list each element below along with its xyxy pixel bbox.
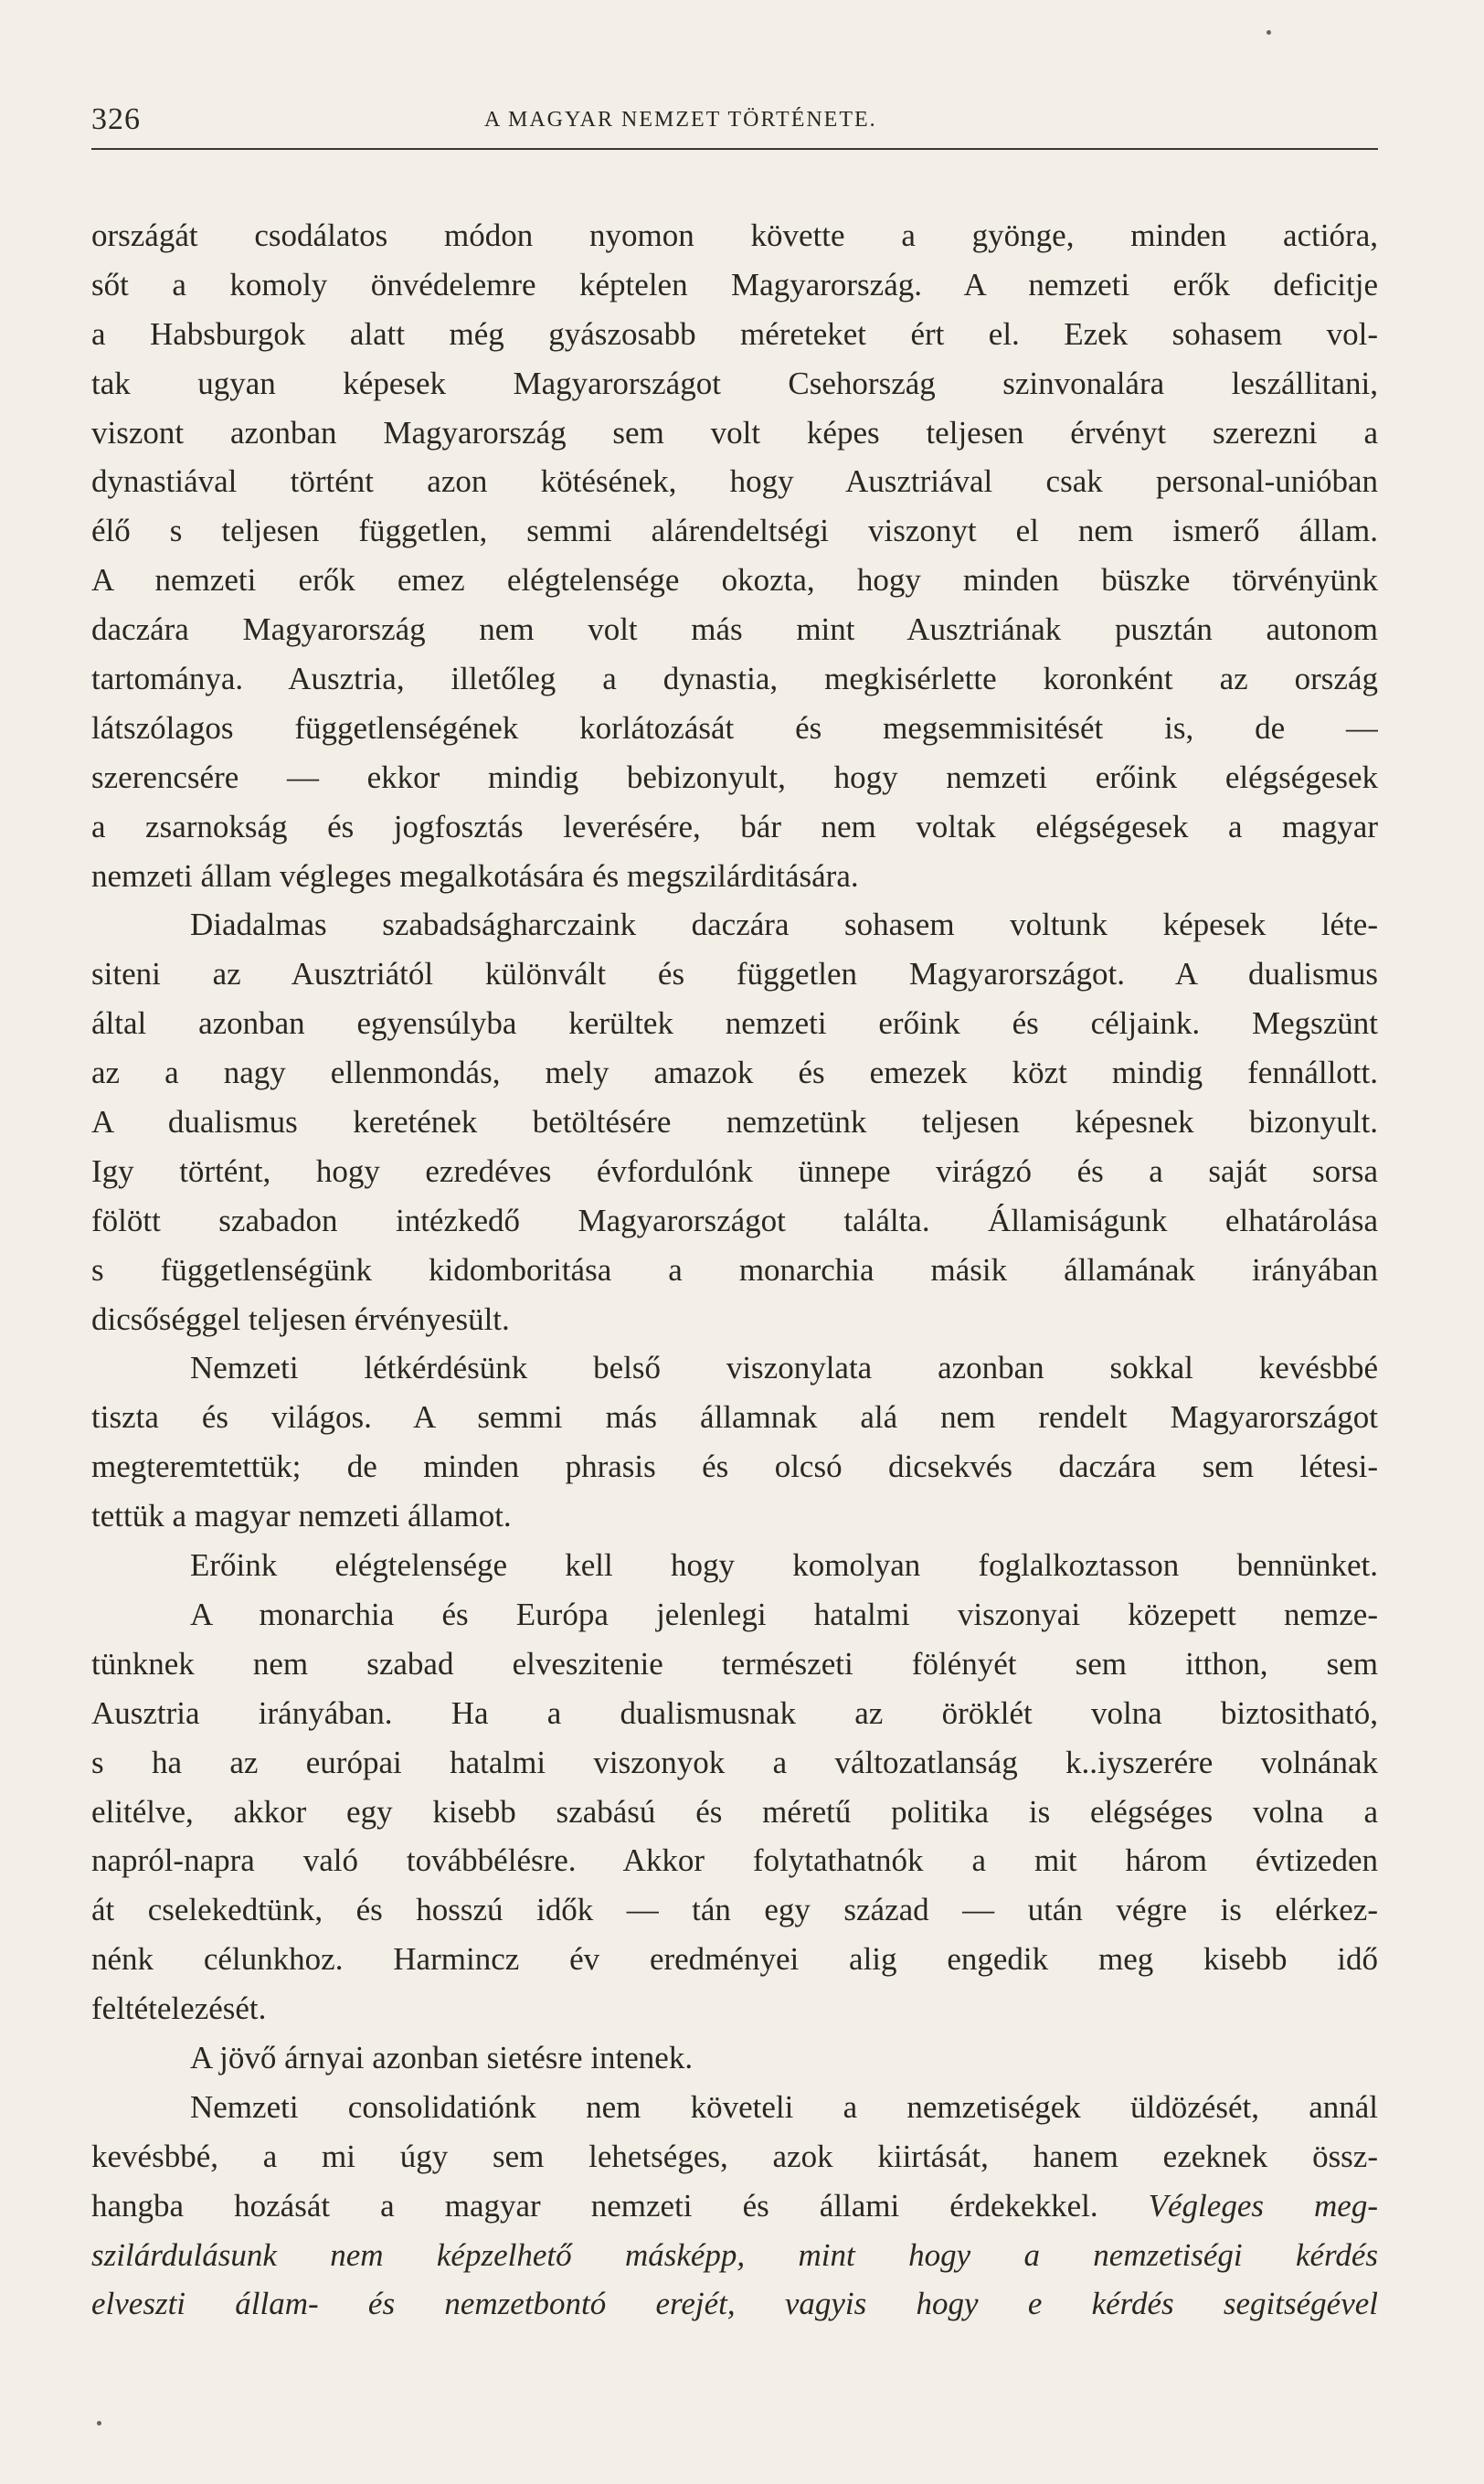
text-line: kevésbbé, a mi úgy sem lehetséges, azok kiirtását, hanem ezeknek össz- bbox=[91, 2138, 1378, 2174]
text-line: át cselekedtünk, és hosszú idők — tán egy század — után végre is elérkez- bbox=[91, 1892, 1378, 1928]
italic-text-line: szilárdulásunk nem képzelhető másképp, mint hogy a nemzetiségi kérdés bbox=[91, 2236, 1378, 2273]
running-title: A MAGYAR NEMZET TÖRTÉNETE. bbox=[484, 108, 877, 132]
text-line: nemzeti állam végleges megalkotására és megszilárditására. bbox=[91, 857, 859, 894]
text-line: napról-napra való továbbélésre. Akkor folytathatnók a mit három évtizeden bbox=[91, 1842, 1378, 1879]
paragraph-start-line: A monarchia és Európa jelenlegi hatalmi viszonyai közepett nemze- bbox=[190, 1596, 1378, 1632]
text-line: látszólagos függetlenségének korlátozását és megsemmisitését is, de — bbox=[91, 709, 1378, 746]
page-number: 326 bbox=[91, 102, 141, 136]
ink-speck bbox=[97, 2421, 101, 2426]
paragraph-start-line: Erőink elégtelensége kell hogy komolyan foglalkoztasson bennünket. bbox=[190, 1547, 1378, 1584]
text-line: dicsőséggel teljesen érvényesült. bbox=[91, 1300, 510, 1337]
text-line: s ha az európai hatalmi viszonyok a változatlanság k..iyszerére volnának bbox=[91, 1744, 1378, 1780]
text-line: sőt a komoly önvédelemre képtelen Magyarország. A nemzeti erők deficitje bbox=[91, 266, 1378, 303]
text-line: a Habsburgok alatt még gyászosabb méreteket ért el. Ezek sohasem vol- bbox=[91, 315, 1378, 352]
text-line: tiszta és világos. A semmi más államnak alá nem rendelt Magyarországot bbox=[91, 1399, 1378, 1436]
text-line: országát csodálatos módon nyomon követte a gyönge, minden actióra, bbox=[91, 218, 1378, 253]
text-line: s függetlenségünk kidomboritása a monarchia másik államának irányában bbox=[91, 1251, 1378, 1288]
paragraph-start-line: A jövő árnyai azonban sietésre intenek. bbox=[190, 2039, 694, 2075]
text-line: tünknek nem szabad elveszitenie természeti fölényét sem itthon, sem bbox=[91, 1645, 1378, 1682]
text-line: tartománya. Ausztria, illetőleg a dynastia, megkisérlette koronként az ország bbox=[91, 661, 1378, 697]
text-line: szerencsére — ekkor mindig bebizonyult, hogy nemzeti erőink elégségesek bbox=[91, 759, 1378, 795]
text-line: fölött szabadon intézkedő Magyarországot találta. Államiságunk elhatárolása bbox=[91, 1202, 1378, 1238]
paragraph-start-line: Diadalmas szabadságharczaink daczára sohasem voltunk képesek léte- bbox=[190, 907, 1378, 943]
text-line: elitélve, akkor egy kisebb szabású és méretű politika is elégséges volna a bbox=[91, 1793, 1378, 1830]
text-line: A dualismus keretének betöltésére nemzetünk teljesen képesnek bizonyult. bbox=[91, 1104, 1378, 1141]
text-line: által azonban egyensúlyba kerültek nemzeti erőink és céljaink. Megszünt bbox=[91, 1005, 1378, 1042]
text-roman-part: hangba hozását a magyar nemzeti és állami érdekekkel. bbox=[91, 2187, 1149, 2224]
text-line: nénk célunkhoz. Harmincz év eredményei alig engedik meg kisebb idő bbox=[91, 1941, 1378, 1978]
text-line: siteni az Ausztriától különvált és független Magyarországot. A dualismus bbox=[91, 956, 1378, 993]
text-line: Igy történt, hogy ezredéves évfordulónk ünnepe virágzó és a saját sorsa bbox=[91, 1152, 1378, 1189]
paragraph-start-line: Nemzeti consolidatiónk nem követeli a nemzetiségek üldözését, annál bbox=[190, 2088, 1378, 2125]
text-line: megteremtettük; de minden phrasis és olcsó dicsekvés daczára sem létesi- bbox=[91, 1449, 1378, 1485]
running-head bbox=[91, 102, 1378, 150]
text-line: tak ugyan képesek Magyarországot Csehország szinvonalára leszállitani, bbox=[91, 365, 1378, 401]
text-line: daczára Magyarország nem volt más mint Ausztriának pusztán autonom bbox=[91, 611, 1378, 648]
italic-text-line: elveszti állam- és nemzetbontó erejét, vagyis hogy e kérdés segitségével bbox=[91, 2286, 1378, 2322]
text-line: dynastiával történt azon kötésének, hogy Ausztriával csak personal-unióban bbox=[91, 463, 1378, 500]
body-text bbox=[91, 211, 1378, 2329]
text-line: viszont azonban Magyarország sem volt képes teljesen érvényt szerezni a bbox=[91, 414, 1378, 451]
text-line: tettük a magyar nemzeti államot. bbox=[91, 1498, 512, 1534]
text-line: A nemzeti erők emez elégtelensége okozta, hogy minden büszke törvényünk bbox=[91, 562, 1378, 599]
text-line: az a nagy ellenmondás, mely amazok és emezek közt mindig fennállott. bbox=[91, 1055, 1378, 1091]
paragraph-start-line: Nemzeti létkérdésünk belső viszonylata azonban sokkal kevésbbé bbox=[190, 1350, 1378, 1386]
text-line: a zsarnokság és jogfosztás leverésére, bár nem voltak elégségesek a magyar bbox=[91, 808, 1378, 844]
text-italic-part: Végleges meg- bbox=[1148, 2187, 1378, 2224]
text-line: Ausztria irányában. Ha a dualismusnak az öröklét volna biztositható, bbox=[91, 1694, 1378, 1731]
text-line bbox=[91, 2181, 1378, 2231]
text-line: élő s teljesen független, semmi alárendeltségi viszonyt el nem ismerő állam. bbox=[91, 513, 1378, 549]
ink-speck bbox=[1267, 30, 1271, 35]
text-line: feltételezését. bbox=[91, 1990, 267, 2027]
